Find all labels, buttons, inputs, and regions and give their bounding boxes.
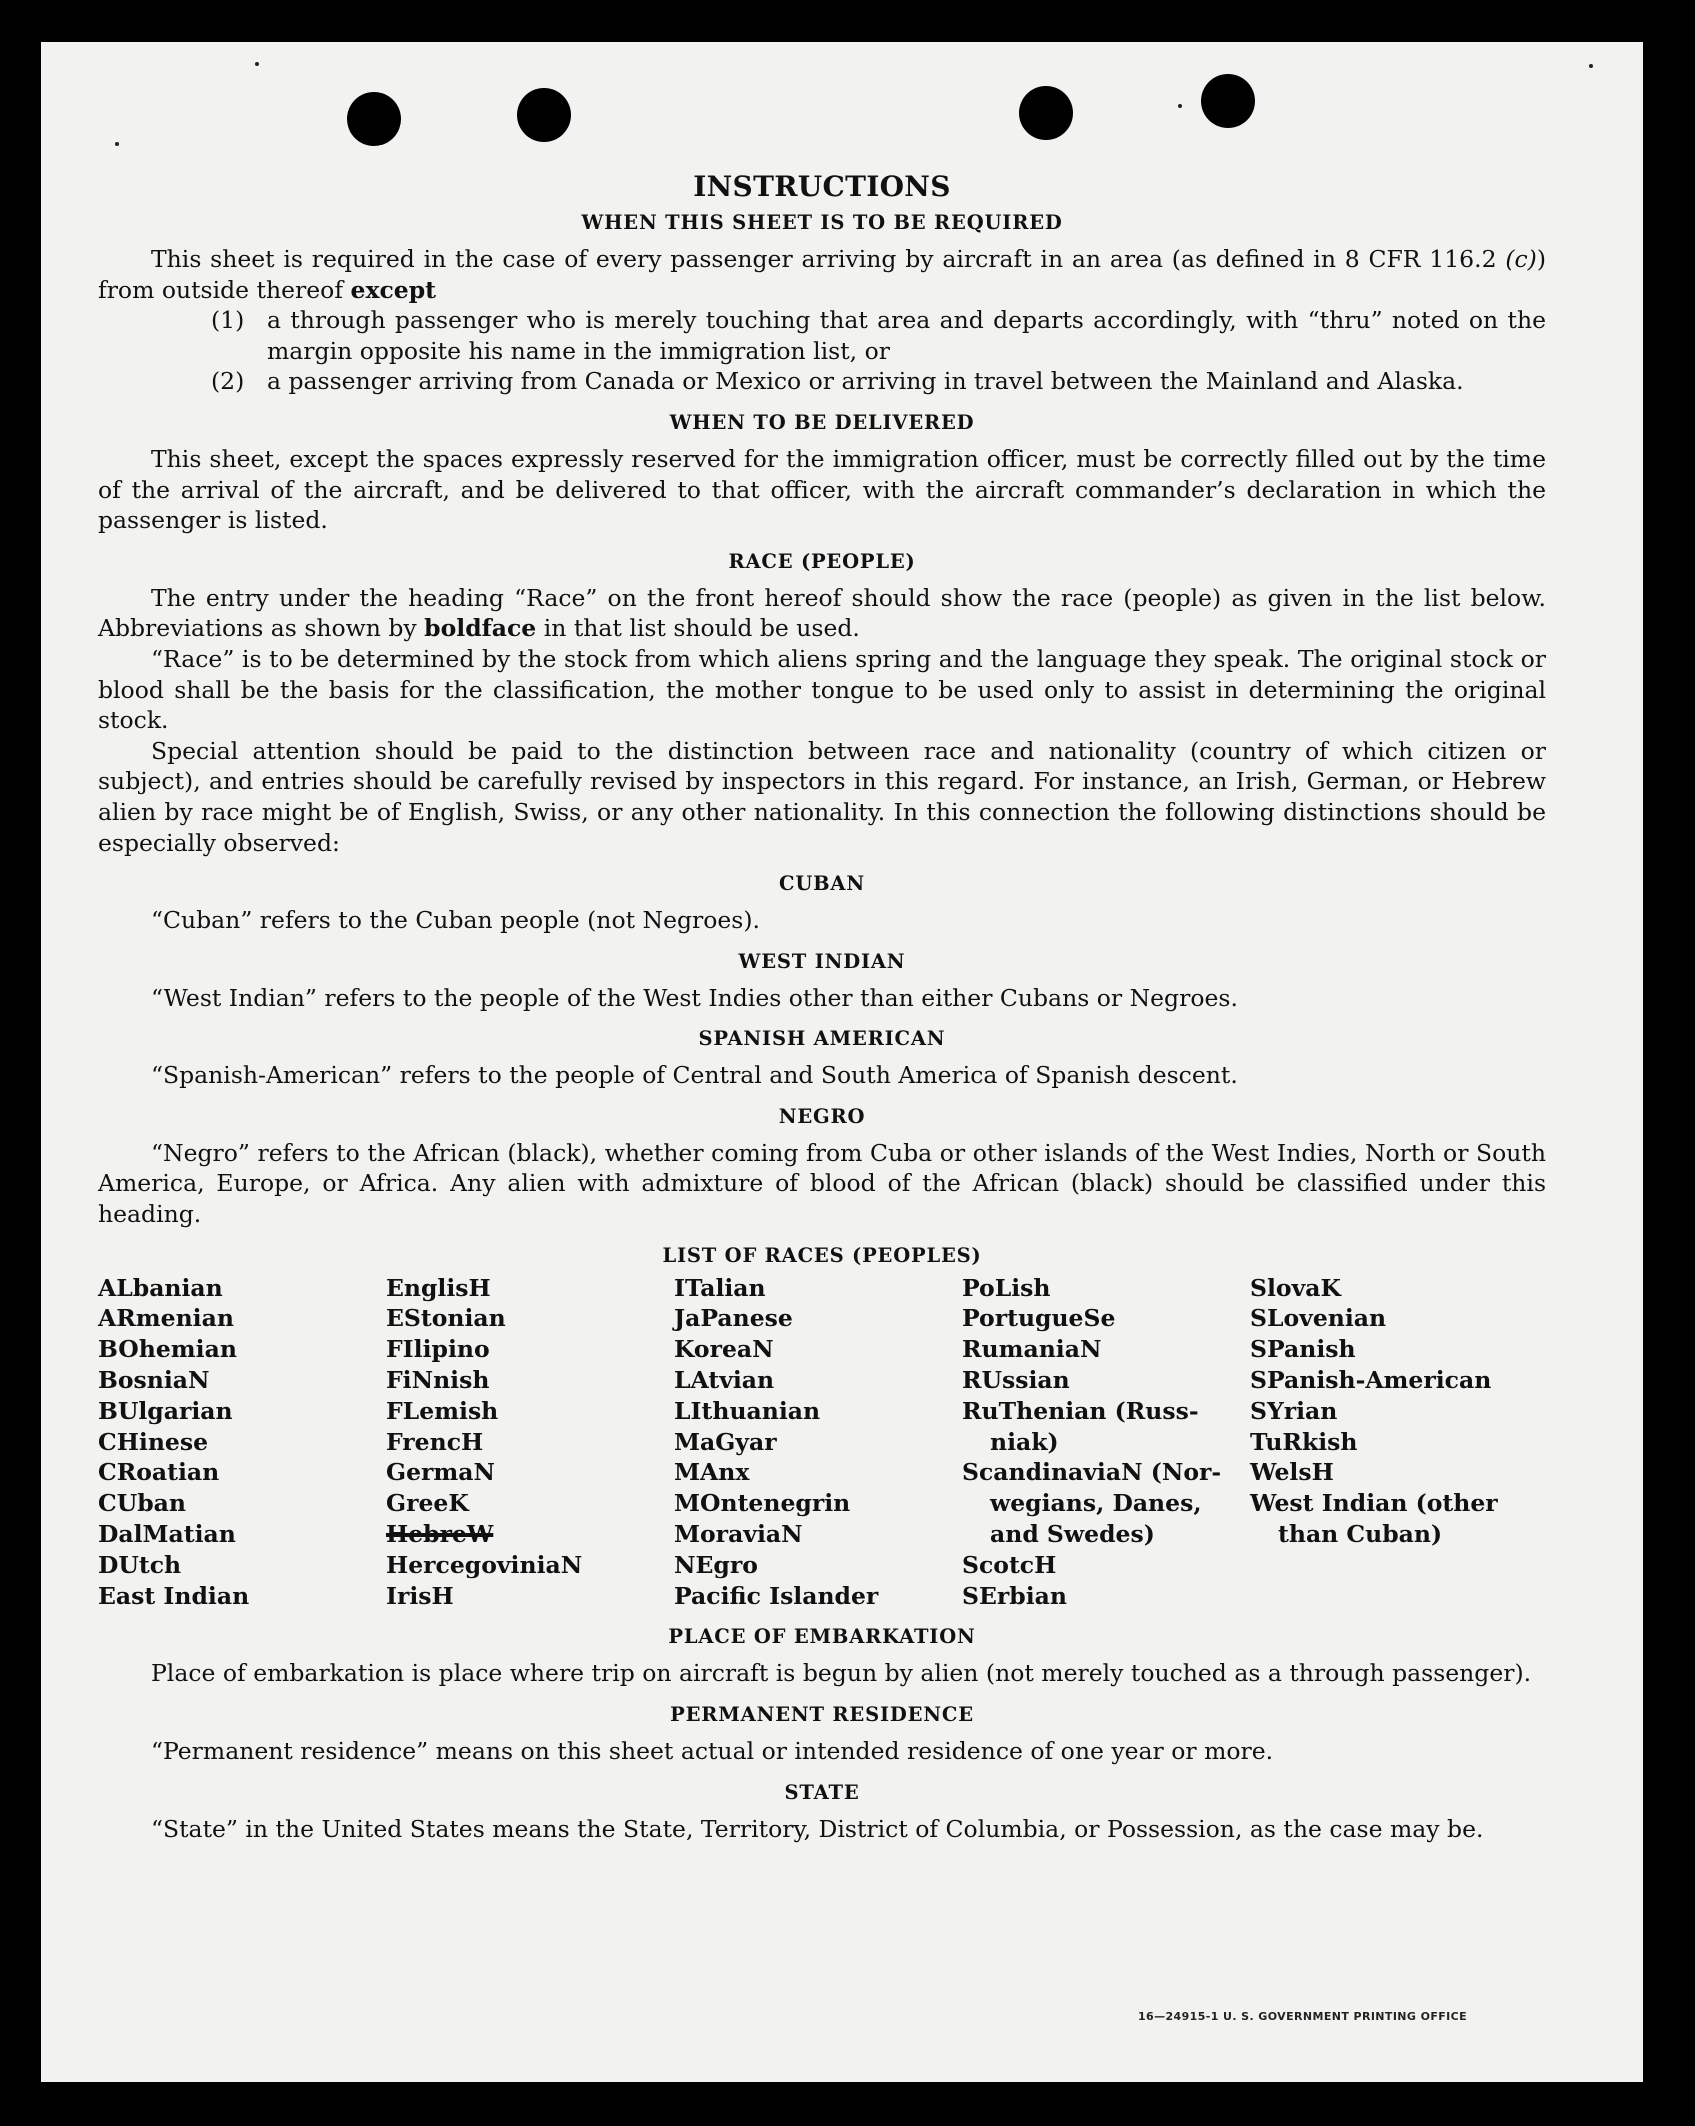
speck bbox=[1178, 104, 1182, 108]
race-entry: ScandinaviaN (Nor- bbox=[962, 1458, 1222, 1487]
races-column-1 bbox=[98, 1273, 386, 1612]
race-entry: CHinese bbox=[98, 1427, 209, 1456]
race-entry: SPanish bbox=[1250, 1335, 1356, 1364]
race-entry: LIthuanian bbox=[674, 1396, 821, 1425]
race-entry: NEgro bbox=[674, 1550, 758, 1579]
race-entry: MAnx bbox=[674, 1458, 750, 1487]
race-entry: EnglisH bbox=[386, 1273, 491, 1302]
race-entry: SLovenian bbox=[1250, 1304, 1387, 1333]
cuban-paragraph: “Cuban” refers to the Cuban people (not Negroes). bbox=[151, 906, 761, 935]
heading-cuban: CUBAN bbox=[779, 872, 865, 896]
race-entry: MOntenegrin bbox=[674, 1489, 851, 1518]
race-entry: Pacific Islander bbox=[674, 1581, 879, 1610]
heading-spanish-american: SPANISH AMERICAN bbox=[698, 1027, 946, 1051]
race-entry: BUlgarian bbox=[98, 1396, 233, 1425]
heading-required: WHEN THIS SHEET IS TO BE REQUIRED bbox=[581, 211, 1063, 234]
heading-delivered: WHEN TO BE DELIVERED bbox=[669, 410, 975, 434]
spanish-american-paragraph: “Spanish-American” refers to the people of Central and South America of Spanish descent. bbox=[151, 1061, 1238, 1090]
race-entry: than Cuban) bbox=[1278, 1520, 1443, 1549]
race-entry: TuRkish bbox=[1250, 1427, 1358, 1456]
race-entry: CUban bbox=[98, 1489, 186, 1518]
race-entry: JaPanese bbox=[674, 1304, 793, 1333]
race-entry: RUssian bbox=[962, 1366, 1070, 1395]
instructions-body bbox=[98, 170, 1546, 1844]
races-list bbox=[98, 1273, 1546, 1612]
race-entry: ARmenian bbox=[98, 1304, 234, 1333]
race-entry: LAtvian bbox=[674, 1366, 775, 1395]
race-entry: East Indian bbox=[98, 1581, 250, 1610]
race-entry: SPanish-American bbox=[1250, 1366, 1492, 1395]
document-page bbox=[41, 42, 1643, 2082]
race-entry: SErbian bbox=[962, 1581, 1067, 1610]
race-paragraph-2: “Race” is to be determined by the stock from which aliens spring and the language they speak. The original stock or blood shall be the basis for the classification, the mother tongue to be used only to assist in determining the original stock. bbox=[98, 644, 1546, 735]
race-entry: HercegoviniaN bbox=[386, 1550, 583, 1579]
races-column-3 bbox=[674, 1273, 962, 1612]
race-entry: MoraviaN bbox=[674, 1520, 803, 1549]
punch-hole bbox=[517, 88, 571, 142]
races-column-4 bbox=[962, 1273, 1250, 1612]
punch-hole bbox=[1201, 74, 1255, 128]
embarkation-paragraph: Place of embarkation is place where trip on aircraft is begun by alien (not merely touched as a through passenger). bbox=[151, 1659, 1532, 1688]
race-paragraph-3: Special attention should be paid to the distinction between race and nationality (country of which citizen or subject), and entries should be carefully revised by inspectors in this regard. For instance, an Irish, German, or Hebrew alien by race might be of English, Swiss, or any other nationality. In this connection the following distinctions should be especially observed: bbox=[98, 736, 1546, 857]
page-title: INSTRUCTIONS bbox=[693, 170, 951, 203]
heading-state: STATE bbox=[784, 1780, 860, 1804]
race-entry: FiNnish bbox=[386, 1366, 490, 1395]
race-entry: FLemish bbox=[386, 1396, 499, 1425]
punch-hole bbox=[1019, 86, 1073, 140]
races-column-5 bbox=[1250, 1273, 1546, 1612]
race-entry: BosniaN bbox=[98, 1366, 210, 1395]
race-entry: ScotcH bbox=[962, 1550, 1057, 1579]
heading-list-of-races: LIST OF RACES (PEOPLES) bbox=[662, 1243, 982, 1267]
race-entry: FrencH bbox=[386, 1427, 484, 1456]
speck bbox=[1589, 64, 1593, 68]
speck bbox=[115, 142, 119, 146]
race-entry: GermaN bbox=[386, 1458, 495, 1487]
race-entry: PortugueSe bbox=[962, 1304, 1116, 1333]
race-entry: West Indian (other bbox=[1250, 1489, 1498, 1518]
race-entry: KoreaN bbox=[674, 1335, 774, 1364]
heading-west-indian: WEST INDIAN bbox=[738, 949, 906, 973]
race-entry: EStonian bbox=[386, 1304, 506, 1333]
race-entry: ITalian bbox=[674, 1273, 766, 1302]
speck bbox=[255, 62, 259, 66]
race-entry: PoLish bbox=[962, 1273, 1051, 1302]
races-column-2 bbox=[386, 1273, 674, 1612]
race-entry: DUtch bbox=[98, 1550, 182, 1579]
race-entry: and Swedes) bbox=[990, 1520, 1155, 1549]
delivered-paragraph: This sheet, except the spaces expressly reserved for the immigration officer, must be correctly filled out by the time of the arrival of the aircraft, and be delivered to that officer, with the aircraft commander’s declaration in which the passenger is listed. bbox=[98, 444, 1546, 535]
race-entry: MaGyar bbox=[674, 1427, 777, 1456]
race-entry: DalMatian bbox=[98, 1520, 236, 1549]
residence-paragraph: “Permanent residence” means on this sheet actual or intended residence of one year or more. bbox=[151, 1737, 1274, 1766]
race-paragraph-1: The entry under the heading “Race” on the front hereof should show the race (people) as given in the list below. Abbreviations as shown by boldface in that list should be used. bbox=[98, 583, 1546, 643]
race-entry: FIlipino bbox=[386, 1335, 490, 1364]
required-paragraph: This sheet is required in the case of every passenger arriving by aircraft in an area (as defined in 8 CFR 116.2 (c)) from outside thereof except bbox=[98, 245, 1546, 304]
race-entry: ALbanian bbox=[98, 1273, 223, 1302]
race-entry: GreeK bbox=[386, 1489, 469, 1518]
west-indian-paragraph: “West Indian” refers to the people of the West Indies other than either Cubans or Negroes. bbox=[151, 983, 1238, 1012]
race-entry: WelsH bbox=[1250, 1458, 1334, 1487]
heading-negro: NEGRO bbox=[778, 1104, 866, 1128]
race-entry: niak) bbox=[990, 1427, 1059, 1456]
race-entry: SYrian bbox=[1250, 1396, 1338, 1425]
punch-hole bbox=[347, 92, 401, 146]
race-entry: SlovaK bbox=[1250, 1273, 1341, 1302]
heading-permanent-residence: PERMANENT RESIDENCE bbox=[670, 1703, 974, 1727]
race-entry: IrisH bbox=[386, 1581, 454, 1610]
race-entry-struck-out: HebreW bbox=[386, 1520, 494, 1549]
printing-office-code: 16—24915-1 U. S. GOVERNMENT PRINTING OFFICE bbox=[1138, 2010, 1468, 2023]
heading-embarkation: PLACE OF EMBARKATION bbox=[668, 1625, 976, 1649]
heading-race: RACE (PEOPLE) bbox=[728, 549, 916, 573]
state-paragraph: “State” in the United States means the State, Territory, District of Columbia, or Possession, as the case may be. bbox=[151, 1814, 1484, 1843]
exception-item: (1) a through passenger who is merely touching that area and departs accordingly, with “thru” noted on the margin opposite his name in the immigration list, or bbox=[211, 306, 1546, 365]
negro-paragraph: “Negro” refers to the African (black), whether coming from Cuba or other islands of the West Indies, North or South America, Europe, or Africa. Any alien with admixture of blood of the African (black) should be classified under this heading. bbox=[98, 1138, 1546, 1229]
exception-item: (2) a passenger arriving from Canada or Mexico or arriving in travel between the Mainland and Alaska. bbox=[211, 367, 1464, 396]
race-entry: RumaniaN bbox=[962, 1335, 1102, 1364]
race-entry: wegians, Danes, bbox=[990, 1489, 1202, 1518]
race-entry: BOhemian bbox=[98, 1335, 237, 1364]
race-entry: RuThenian (Russ- bbox=[962, 1396, 1199, 1425]
race-entry: CRoatian bbox=[98, 1458, 220, 1487]
